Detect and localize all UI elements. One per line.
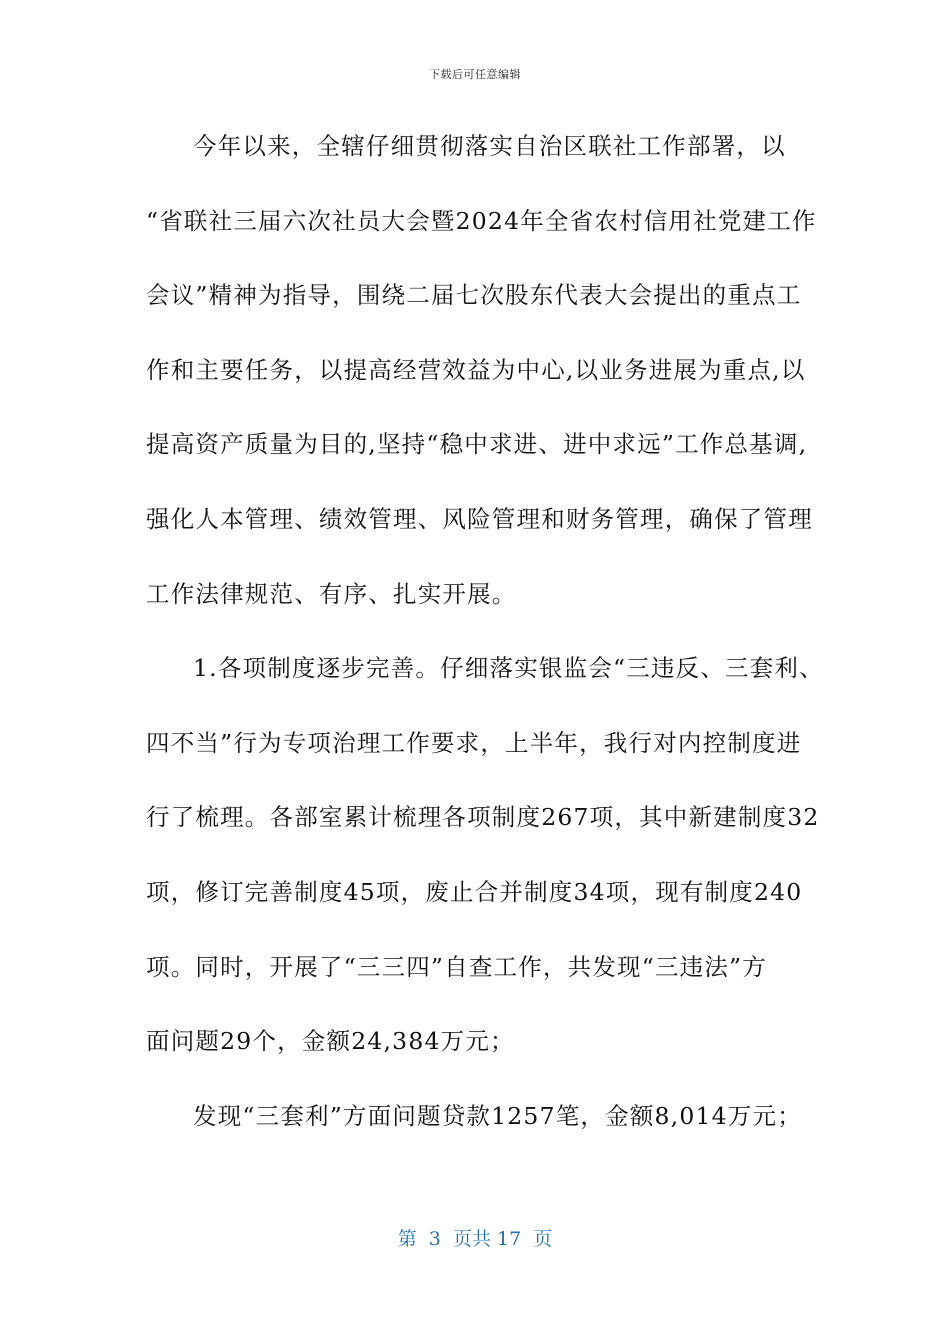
header-note: 下载后可任意编辑 — [429, 68, 521, 81]
paragraph-line: 项。同时，开展了“三三四”自查工作，共发现“三违法”方 — [146, 952, 767, 981]
paragraph-line: 强化人本管理、绩效管理、风险管理和财务管理，确保了管理 — [146, 504, 813, 533]
paragraph-line: 会议”精神为指导，围绕二届七次股东代表大会提出的重点工 — [146, 281, 802, 310]
paragraph-line: 1.各项制度逐步完善。仔细落实银监会“三违反、三套利、 — [193, 654, 824, 683]
page-number-footer: 第 3 页共 17 页 — [397, 1228, 553, 1250]
paragraph-line: 行了梳理。各部室累计梳理各项制度267项，其中新建制度32 — [146, 803, 820, 832]
document-body — [146, 124, 826, 1168]
paragraph-line: 提高资产质量为目的,坚持“稳中求进、进中求远”工作总基调, — [146, 430, 808, 459]
paragraph-line: 作和主要任务，以提高经营效益为中心,以业务进展为重点,以 — [146, 355, 806, 384]
paragraph-line: 项，修订完善制度45项，废止合并制度34项，现有制度240 — [146, 877, 803, 906]
paragraph-line: 今年以来，全辖仔细贯彻落实自治区联社工作部署，以 — [193, 132, 786, 160]
paragraph-line: “省联社三届六次社员大会暨2024年全省农村信用社党建工作 — [146, 206, 817, 235]
paragraph-line: 工作法律规范、有序、扎实开展。 — [146, 579, 517, 608]
paragraph-line: 面问题29个，金额24,384万元； — [146, 1027, 515, 1056]
paragraph-line: 发现“三套利”方面问题贷款1257笔，金额8,014万元； — [193, 1101, 802, 1130]
paragraph-line: 四不当”行为专项治理工作要求，上半年，我行对内控制度进 — [146, 728, 802, 757]
